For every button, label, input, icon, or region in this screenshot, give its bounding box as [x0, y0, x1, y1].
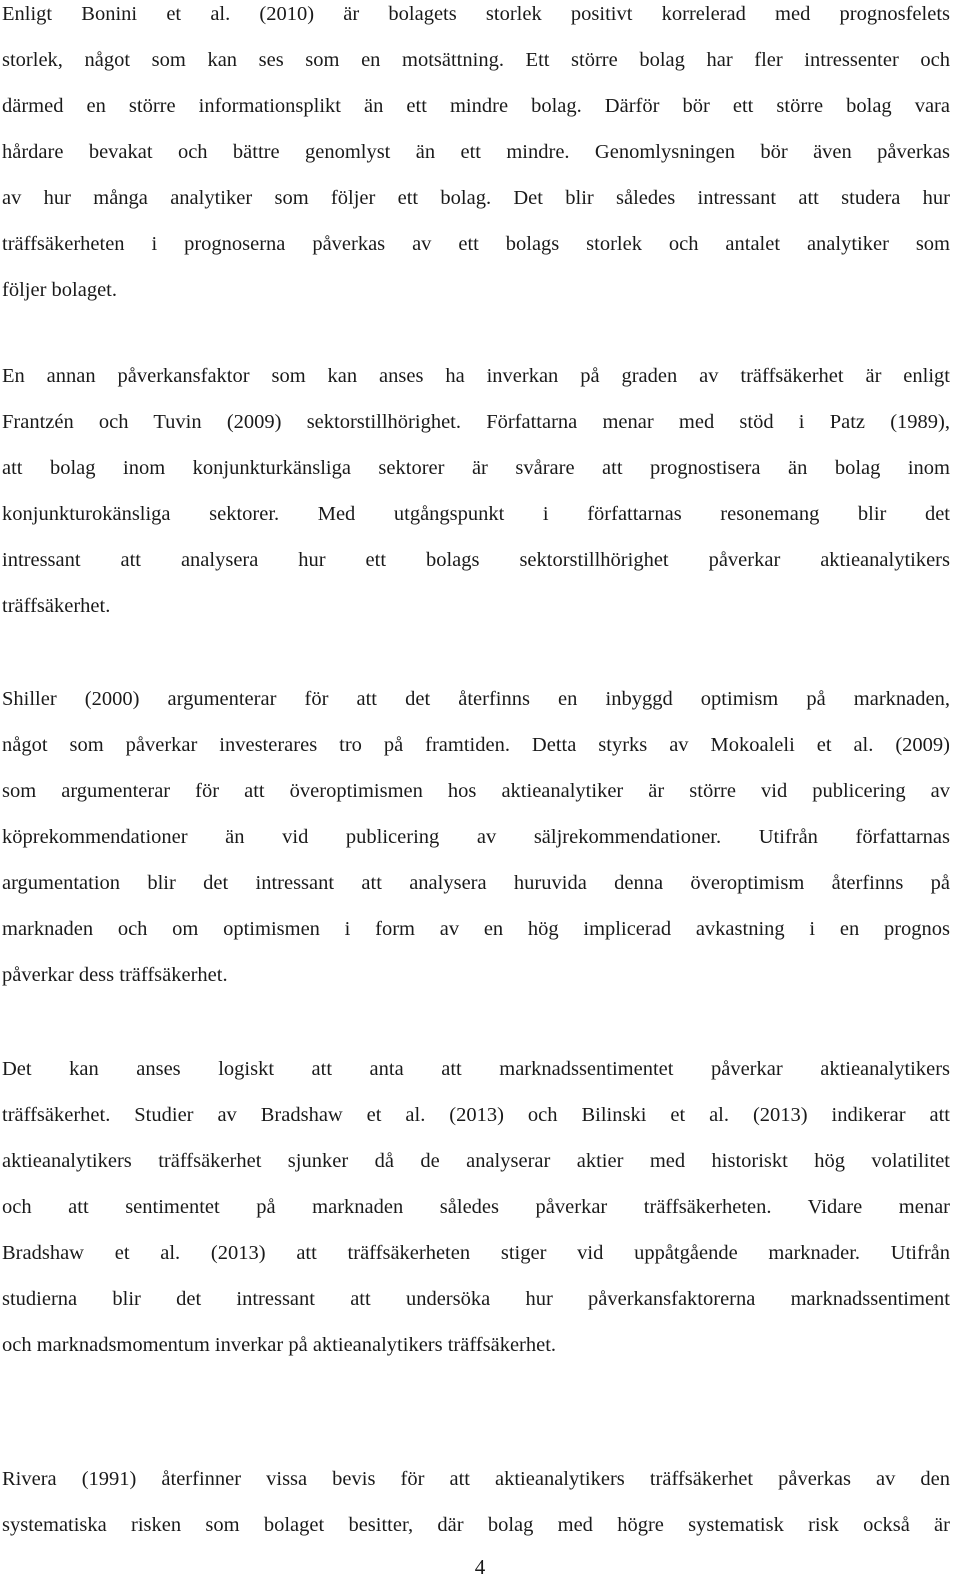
text-line: träffsäkerhet.	[2, 595, 111, 617]
text-line: påverkar dess träffsäkerhet.	[2, 964, 228, 986]
text-line: därmed en större informationsplikt än ett mindre bolag. Därför bör ett större bolag vara	[2, 95, 950, 117]
text-line: något som påverkar investerares tro på framtiden. Detta styrks av Mokoaleli et al. (2009)	[2, 734, 950, 756]
text-line: systematiska risken som bolaget besitter, där bolag med högre systematisk risk också är	[2, 1514, 950, 1536]
text-line: som argumenterar för att överoptimismen hos aktieanalytiker är större vid publicering av	[2, 780, 950, 802]
text-line: storlek, något som kan ses som en motsättning. Ett större bolag har fler intressenter och	[2, 49, 950, 71]
text-line: Rivera (1991) återfinner vissa bevis för att aktieanalytikers träffsäkerhet påverkas av den	[2, 1468, 950, 1490]
text-line: studierna blir det intressant att undersöka hur påverkansfaktorerna marknadssentiment	[2, 1288, 950, 1310]
text-line: konjunkturokänsliga sektorer. Med utgångspunkt i författarnas resonemang blir det	[2, 503, 950, 525]
text-line: En annan påverkansfaktor som kan anses ha inverkan på graden av träffsäkerhet är enligt	[2, 365, 950, 387]
text-line: träffsäkerheten i prognoserna påverkas av ett bolags storlek och antalet analytiker som	[2, 233, 950, 255]
text-line: aktieanalytikers träffsäkerhet sjunker då de analyserar aktier med historiskt hög volatilitet	[2, 1150, 950, 1172]
text-line: köprekommendationer än vid publicering av säljrekommendationer. Utifrån författarnas	[2, 826, 950, 848]
text-line: följer bolaget.	[2, 279, 117, 301]
text-line: och marknadsmomentum inverkar på aktieanalytikers träffsäkerhet.	[2, 1334, 557, 1356]
text-line: att bolag inom konjunkturkänsliga sektorer är svårare att prognostisera än bolag inom	[2, 457, 950, 479]
paragraph-3	[2, 685, 950, 1007]
text-line: Bradshaw et al. (2013) att träffsäkerheten stiger vid uppåtgående marknader. Utifrån	[2, 1242, 950, 1264]
text-line: av hur många analytiker som följer ett bolag. Det blir således intressant att studera hur	[2, 187, 950, 209]
text-line: Det kan anses logiskt att anta att marknadssentimentet påverkar aktieanalytikers	[2, 1058, 950, 1080]
text-line: marknaden och om optimismen i form av en hög implicerad avkastning i en prognos	[2, 918, 950, 940]
paragraph-1	[2, 0, 950, 322]
page-number: 4	[474, 1555, 486, 1579]
paragraph-4	[2, 1055, 950, 1377]
paragraph-2	[2, 362, 950, 638]
text-line: intressant att analysera hur ett bolags sektorstillhörighet påverkar aktieanalytikers	[2, 549, 950, 571]
text-line: och att sentimentet på marknaden således påverkar träffsäkerheten. Vidare menar	[2, 1196, 950, 1218]
text-line: Shiller (2000) argumenterar för att det återfinns en inbyggd optimism på marknaden,	[2, 688, 950, 710]
text-line: Enligt Bonini et al. (2010) är bolagets storlek positivt korrelerad med prognosfelets	[2, 3, 950, 25]
text-line: hårdare bevakat och bättre genomlyst än ett mindre. Genomlysningen bör även påverkas	[2, 141, 950, 163]
text-line: träffsäkerhet. Studier av Bradshaw et al. (2013) och Bilinski et al. (2013) indikerar att	[2, 1104, 950, 1126]
text-line: argumentation blir det intressant att analysera huruvida denna överoptimism återfinns på	[2, 872, 950, 894]
paragraph-5	[2, 1465, 950, 1557]
text-line: Frantzén och Tuvin (2009) sektorstillhörighet. Författarna menar med stöd i Patz (1989),	[2, 411, 950, 433]
